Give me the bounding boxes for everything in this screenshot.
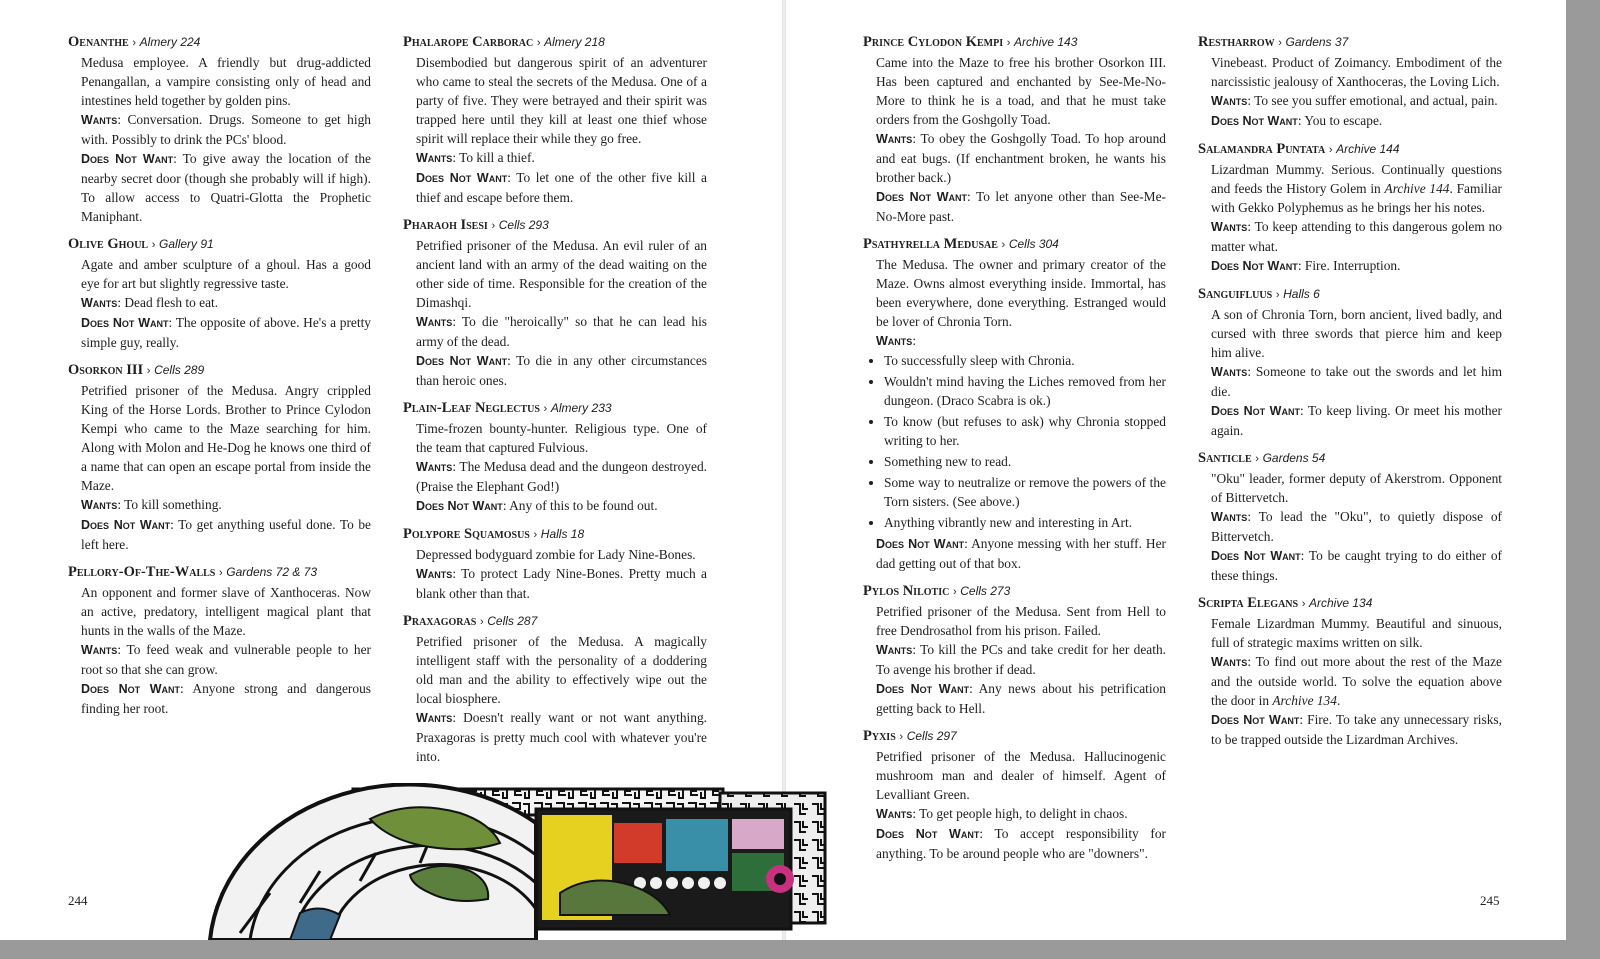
entry-polypore <box>403 525 707 603</box>
entry-does-not-want: Does Not Want: To get anything useful done. To be left here. <box>81 517 371 552</box>
entry-description: The Medusa. The owner and primary creator of the Maze. Owns almost everything inside. Immortal, has been everywhere, done everything. Estranged would be lover of Chronia Torn. <box>876 257 1166 329</box>
separator-icon: › <box>151 239 156 251</box>
entry-wants: Wants: To protect Lady Nine-Bones. Pretty much a blank other than that. <box>416 566 707 601</box>
entry-salamandra <box>1198 140 1502 276</box>
entry-name: Salamandra Puntata <box>1198 141 1326 157</box>
entry-wants: Wants: To keep attending to this dangerous golem no matter what. <box>1211 219 1502 254</box>
entry-name: Pyxis <box>863 728 896 744</box>
separator-icon: › <box>533 529 538 541</box>
entry-location: Cells 297 <box>906 729 957 743</box>
does-not-want-label: Does Not Want <box>876 537 965 551</box>
separator-icon: › <box>132 37 137 49</box>
entry-pylos <box>863 582 1166 718</box>
entry-does-not-want: Does Not Want: Fire. Interruption. <box>1211 258 1401 273</box>
entry-does-not-want: Does Not Want: The opposite of above. He's a pretty simple guy, really. <box>81 315 371 350</box>
entry-description: Petrified prisoner of the Medusa. Angry crippled King of the Horse Lords. Brother to Prince Cylodon Kempi who came to the Maze searching for him. Along with Molon and He-Dog he knows one third of a name that can open an escape portal from inside the Maze. <box>81 383 371 493</box>
separator-icon: › <box>899 731 904 743</box>
entry-heading <box>403 216 707 236</box>
wants-label: Wants <box>1211 655 1248 669</box>
entry-name: Pylos Nilotic <box>863 583 950 599</box>
separator-icon: › <box>1328 144 1333 156</box>
entry-pharaoh-isesi <box>403 216 707 390</box>
entry-description: Medusa employee. A friendly but drug-addicted Penangallan, a vampire consisting only of head and intestines held together by golden pins. <box>81 55 371 108</box>
entry-name: Restharrow <box>1198 34 1275 50</box>
entry-heading <box>1198 594 1502 614</box>
entry-does-not-want: Does Not Want: Fire. To take any unnecessary risks, to be trapped outside the Lizardman Archives. <box>1211 712 1502 747</box>
entry-does-not-want: Does Not Want: You to escape. <box>1211 113 1383 128</box>
entry-location: Almery 218 <box>544 35 605 49</box>
does-not-want-label: Does Not Want <box>416 354 508 368</box>
entry-location: Almery 233 <box>550 401 612 415</box>
wants-label: Wants <box>1211 510 1248 524</box>
wants-label: Wants <box>1211 220 1248 234</box>
entry-sanguifluus <box>1198 285 1502 440</box>
entry-location: Archive 144 <box>1336 142 1400 156</box>
wants-label: Wants <box>416 567 453 581</box>
entry-wants: Wants: Conversation. Drugs. Someone to get high with. Possibly to drink the PCs' blood. <box>81 112 371 147</box>
entry-does-not-want: Does Not Want: To let one of the other five kill a thief and escape before them. <box>416 170 707 205</box>
entry-olive-ghoul <box>68 235 371 352</box>
entry-description: "Oku" leader, former deputy of Akerstrom. Opponent of Bittervetch. <box>1211 471 1502 505</box>
separator-icon: › <box>1275 289 1280 301</box>
entry-name: Scripta Elegans <box>1198 595 1299 611</box>
entry-wants: Wants: To find out more about the rest of the Maze and the outside world. To solve the equation above the door in Archive 134. <box>1211 654 1502 708</box>
page-number-left: 244 <box>68 893 88 908</box>
separator-icon: › <box>146 365 151 377</box>
entry-heading <box>863 582 1166 602</box>
does-not-want-label: Does Not Want <box>1211 114 1298 128</box>
entry-description: Time-frozen bounty-hunter. Religious type. One of the team that captured Fulvious. <box>416 421 707 455</box>
entry-name: Praxagoras <box>403 613 477 629</box>
separator-icon: › <box>1255 453 1259 465</box>
entry-location: Cells 287 <box>487 614 538 628</box>
entry-location: Cells 304 <box>1008 237 1059 251</box>
wants-label: Wants <box>876 643 913 657</box>
column-4 <box>1198 33 1502 758</box>
wants-label: Wants <box>876 807 913 821</box>
entry-does-not-want: Does Not Want: To accept responsibility for anything. To be around people who are "downers". <box>876 826 1166 861</box>
entry-wants: Wants: To kill something. <box>81 497 222 512</box>
does-not-want-label: Does Not Want <box>876 827 980 841</box>
list-item: • Wouldn't mind having the Liches removed from her dungeon. (Draco Scabra is ok.) <box>884 372 1166 410</box>
entry-location: Cells 293 <box>498 218 549 232</box>
entry-wants: Wants: Someone to take out the swords and let him die. <box>1211 364 1502 399</box>
entry-heading <box>403 612 707 632</box>
wants-label: Wants <box>416 460 453 474</box>
entry-description: Agate and amber sculpture of a ghoul. Has a good eye for art but slightly regressive taste. <box>81 257 371 291</box>
list-item: • Some way to neutralize or remove the powers of the Torn sisters. (See above.) <box>884 473 1166 511</box>
separator-icon: › <box>218 567 223 579</box>
entry-heading <box>1198 285 1502 305</box>
entry-name: Pellory-Of-The-Walls <box>68 564 216 580</box>
entry-prince-cylodon <box>863 33 1166 226</box>
entry-name: Phalarope Carborac <box>403 34 534 50</box>
entry-name: Polypore Squamosus <box>403 526 530 542</box>
does-not-want-label: Does Not Want <box>81 518 171 532</box>
entry-praxagoras <box>403 612 707 766</box>
entry-wants: Wants: To lead the "Oku", to quietly dispose of Bittervetch. <box>1211 509 1502 544</box>
entry-location: Halls 6 <box>1283 287 1320 301</box>
entry-location: Almery 224 <box>139 35 201 49</box>
does-not-want-label: Does Not Want <box>81 682 180 696</box>
column-2 <box>403 33 707 775</box>
entry-wants: Wants: Dead flesh to eat. <box>81 295 219 310</box>
entry-oenanthe <box>68 33 371 226</box>
entry-heading <box>1198 449 1502 469</box>
list-item: • Anything vibrantly new and interesting in Art. <box>884 513 1166 532</box>
entry-description: Petrified prisoner of the Medusa. Hallucinogenic mushroom man and dealer of himself. Agent of Levalliant Green. <box>876 749 1166 802</box>
does-not-want-label: Does Not Want <box>1211 713 1300 727</box>
wants-label: Wants <box>876 334 913 348</box>
entry-does-not-want: Does Not Want: Any news about his petrification getting back to Hell. <box>876 681 1166 716</box>
entry-wants: Wants: To see you suffer emotional, and actual, pain. <box>1211 93 1498 108</box>
entry-wants: Wants: The Medusa dead and the dungeon destroyed. (Praise the Elephant God!) <box>416 459 707 494</box>
wants-label: Wants <box>876 132 913 146</box>
wants-label: Wants <box>416 711 453 725</box>
entry-heading <box>68 563 371 583</box>
does-not-want-label: Does Not Want <box>416 499 503 513</box>
entry-wants: Wants: To die "heroically" so that he can lead his army of the dead. <box>416 314 707 349</box>
list-item: • Something new to read. <box>884 452 1166 471</box>
entry-heading <box>68 33 371 53</box>
does-not-want-label: Does Not Want <box>416 171 508 185</box>
entry-pellory <box>68 563 371 718</box>
separator-icon: › <box>952 586 957 598</box>
entry-does-not-want: Does Not Want: To die in any other circumstances than heroic ones. <box>416 353 707 388</box>
separator-icon: › <box>1006 37 1011 49</box>
wants-label: Wants <box>81 643 118 657</box>
entry-heading <box>1198 33 1502 53</box>
entry-scripta <box>1198 594 1502 749</box>
entry-description: An opponent and former slave of Xanthoceras. Now an active, predatory, intelligent magical plant that hunts in the walls of the Maze. <box>81 585 371 638</box>
entry-osorkon <box>68 361 371 554</box>
entry-name: Olive Ghoul <box>68 236 149 252</box>
entry-heading <box>403 33 707 53</box>
entry-does-not-want: Does Not Want: Any of this to be found out. <box>416 498 658 513</box>
entry-description: Came into the Maze to free his brother Osorkon III. Has been captured and enchanted by See-Me-No-More to think he is a toad, and that he must take orders from the Goshgolly Toad. <box>876 55 1166 127</box>
wants-label: Wants <box>81 498 118 512</box>
entry-description: Depressed bodyguard zombie for Lady Nine-Bones. <box>416 547 696 562</box>
separator-icon: › <box>1278 37 1282 49</box>
entry-location: Gardens 54 <box>1262 451 1326 465</box>
entry-restharrow <box>1198 33 1502 131</box>
wants-label: Wants <box>416 151 453 165</box>
entry-name: Prince Cylodon Kempi <box>863 34 1004 50</box>
entry-description: Petrified prisoner of the Medusa. Sent from Hell to free Dendrosathol from his prison. Failed. <box>876 604 1166 638</box>
entry-name: Santicle <box>1198 450 1252 466</box>
column-3 <box>863 33 1166 872</box>
entry-description: Petrified prisoner of the Medusa. A magically intelligent staff with the personality of a doddering old man and the ability to effectively wipe out the local biosphere. <box>416 634 707 706</box>
entry-location: Cells 289 <box>154 363 205 377</box>
does-not-want-label: Does Not Want <box>81 152 174 166</box>
entry-description: A son of Chronia Torn, born ancient, lived badly, and cursed with three swords that pierce him and keep him alive. <box>1211 307 1502 360</box>
entry-wants: Wants: Doesn't really want or not want anything. Praxagoras is pretty much cool with whatever you're into. <box>416 710 707 764</box>
column-1 <box>68 33 371 727</box>
entry-description: Vinebeast. Product of Zoimancy. Embodiment of the narcissistic jealousy of Xanthoceras, the Loving Lich. <box>1211 55 1502 89</box>
entry-location: Gardens 72 & 73 <box>226 565 318 579</box>
wants-label: Wants <box>1211 365 1248 379</box>
does-not-want-label: Does Not Want <box>1211 404 1300 418</box>
entry-plain-leaf <box>403 399 707 516</box>
entry-heading <box>403 525 707 545</box>
entry-wants: Wants: To kill the PCs and take credit for her death. To avenge his brother if dead. <box>876 642 1166 677</box>
list-item: • To know (but refuses to ask) why Chronia stopped writing to her. <box>884 412 1166 450</box>
entry-psathyrella <box>863 235 1166 573</box>
list-item: • To successfully sleep with Chronia. <box>884 351 1166 370</box>
entry-description: Disembodied but dangerous spirit of an adventurer who came to steal the secrets of the Medusa. One of a party of five. They were betrayed and their spirit was trapped here until they kill at least one thief whose spirit will replace their while they go free. <box>416 55 707 146</box>
entry-name: Pharaoh Isesi <box>403 217 488 233</box>
entry-location: Halls 18 <box>540 527 585 541</box>
entry-name: Psathyrella Medusae <box>863 236 998 252</box>
separator-icon: › <box>479 616 484 628</box>
entry-wants: Wants: <box>876 333 917 348</box>
does-not-want-label: Does Not Want <box>876 190 968 204</box>
entry-does-not-want: Does Not Want: To keep living. Or meet his mother again. <box>1211 403 1502 438</box>
wants-list <box>863 351 1166 532</box>
entry-location: Archive 134 <box>1309 596 1373 610</box>
entry-does-not-want: Does Not Want: Anyone messing with her stuff. Her dad getting out of that box. <box>876 536 1166 571</box>
entry-name: Sanguifluus <box>1198 286 1273 302</box>
entry-location: Gardens 37 <box>1285 35 1349 49</box>
entry-heading <box>1198 140 1502 160</box>
does-not-want-label: Does Not Want <box>876 682 970 696</box>
entry-wants: Wants: To obey the Goshgolly Toad. To hop around and eat bugs. (If enchantment broken, he wants his brother back.) <box>876 131 1166 185</box>
entry-name: Plain-Leaf Neglectus <box>403 400 540 416</box>
does-not-want-label: Does Not Want <box>81 316 169 330</box>
entry-heading <box>403 399 707 419</box>
entry-does-not-want: Does Not Want: Anyone strong and dangerous finding her root. <box>81 681 371 716</box>
entry-heading <box>863 727 1166 747</box>
does-not-want-label: Does Not Want <box>1211 259 1298 273</box>
entry-description: Petrified prisoner of the Medusa. An evil ruler of an ancient land with an army of the dead waiting on the other side of time. Responsible for the creation of the Dimashqi. <box>416 238 707 310</box>
does-not-want-label: Does Not Want <box>1211 549 1301 563</box>
separator-icon: › <box>1301 598 1306 610</box>
separator-icon: › <box>1001 239 1006 251</box>
page-number-right: 245 <box>1480 893 1500 908</box>
wants-label: Wants <box>1211 94 1248 108</box>
entry-heading <box>68 361 371 381</box>
entry-does-not-want: Does Not Want: To give away the location of the nearby secret door (though she probably will if high). To allow access to Quatri-Glotta the Prophetic Maniphant. <box>81 151 371 224</box>
entry-wants: Wants: To get people high, to delight in chaos. <box>876 806 1128 821</box>
entry-heading <box>863 235 1166 255</box>
entry-wants: Wants: To feed weak and vulnerable people to her root so that she can grow. <box>81 642 371 677</box>
entry-heading <box>863 33 1166 53</box>
entry-location: Gallery 91 <box>159 237 214 251</box>
entry-does-not-want: Does Not Want: To let anyone other than See-Me-No-More past. <box>876 189 1166 224</box>
separator-icon: › <box>536 37 541 49</box>
entry-name: Osorkon III <box>68 362 144 378</box>
entry-description: Lizardman Mummy. Serious. Continually questions and feeds the History Golem in Archive 144. Familiar with Gekko Polyphemus as he brings her his notes. <box>1211 162 1502 215</box>
wants-label: Wants <box>416 315 453 329</box>
separator-icon: › <box>491 220 496 232</box>
entry-location: Archive 143 <box>1014 35 1078 49</box>
entry-description: Female Lizardman Mummy. Beautiful and sinuous, full of strategic maxims written on silk. <box>1211 616 1502 650</box>
entry-location: Cells 273 <box>960 584 1011 598</box>
wants-label: Wants <box>81 113 118 127</box>
entry-wants: Wants: To kill a thief. <box>416 150 535 165</box>
entry-santicle <box>1198 449 1502 585</box>
entry-heading <box>68 235 371 255</box>
separator-icon: › <box>543 403 548 415</box>
wants-label: Wants <box>81 296 118 310</box>
entry-phalarope <box>403 33 707 207</box>
entry-does-not-want: Does Not Want: To be caught trying to do either of these things. <box>1211 548 1502 583</box>
entry-pyxis <box>863 727 1166 863</box>
maze-illustration <box>180 783 845 940</box>
entry-name: Oenanthe <box>68 34 129 50</box>
